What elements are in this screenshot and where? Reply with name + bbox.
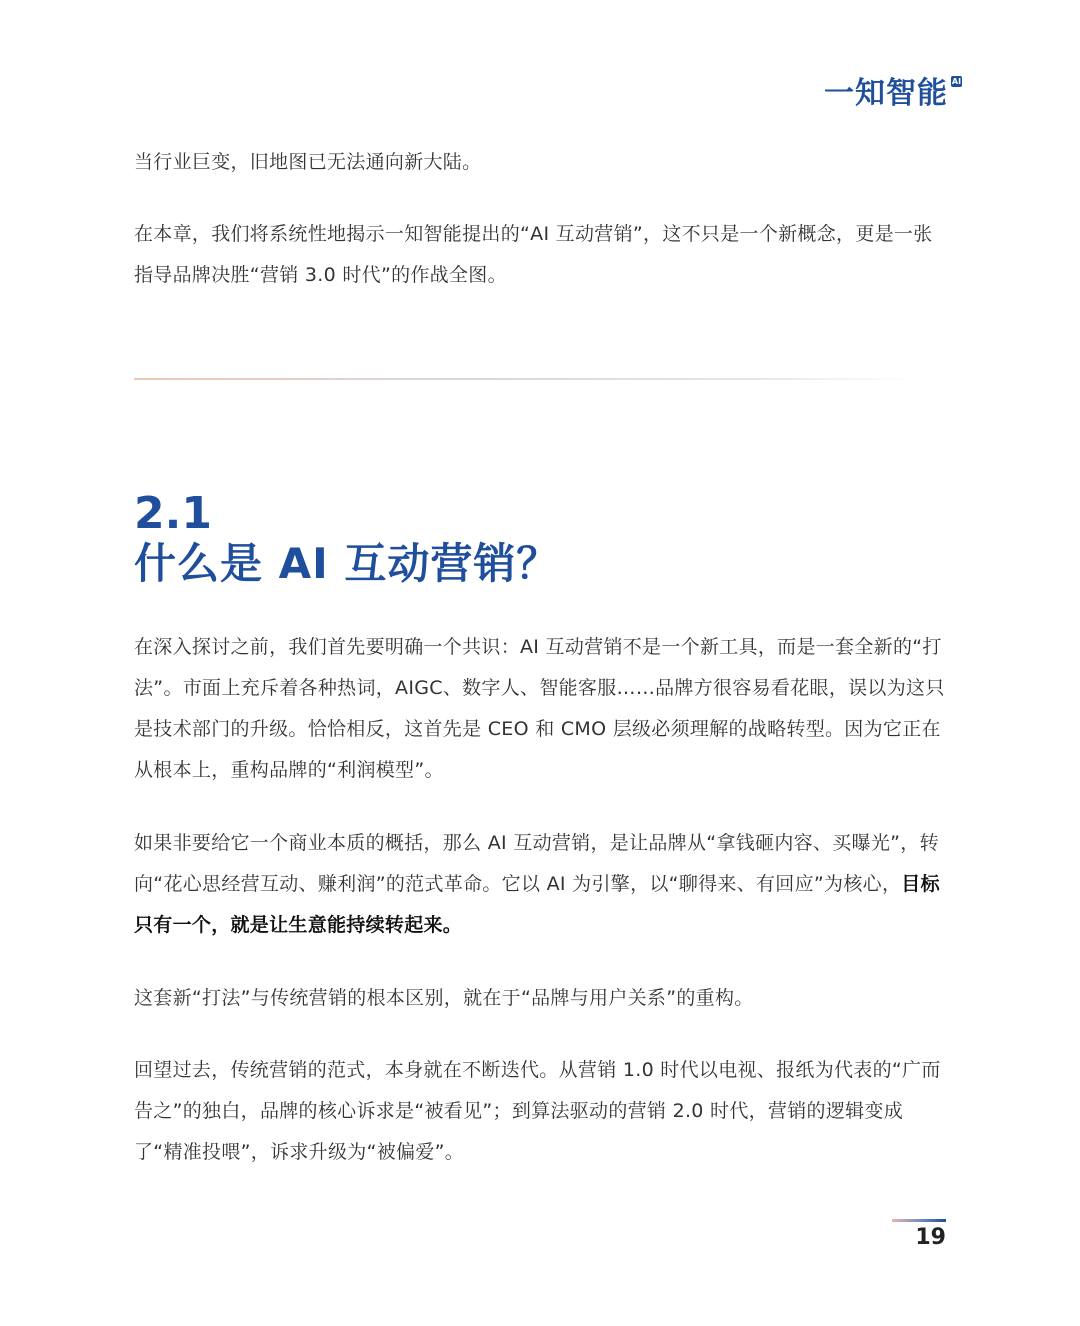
- section-divider: [134, 378, 914, 380]
- paragraph-text: 在深入探讨之前，我们首先要明确一个共识：AI 互动营销不是一个新工具，而是一套全新的“打法”。市面上充斥着各种热词，AIGC、数字人、智能客服……品牌方很容易看花眼，误以为这只是技术部门的升级。恰恰相反，这首先是 CEO 和 CMO 层级必须理解的战略转型。因为它正在从根本上，重构品牌的“利润模型”。: [134, 636, 945, 781]
- logo-mark-icon: AI: [951, 77, 962, 86]
- section-number: 2.1: [134, 488, 212, 539]
- page-number-accent: [892, 1219, 946, 1222]
- brand-logo: [824, 74, 962, 114]
- paragraph-text: 这套新“打法”与传统营销的根本区别，就在于“品牌与用户关系”的重构。: [134, 987, 754, 1009]
- intro-paragraph-2: [134, 214, 946, 296]
- section-title: 什么是 AI 互动营销？: [134, 539, 560, 588]
- page-number: 19: [915, 1225, 946, 1250]
- intro-line-2: 在本章，我们将系统性地揭示一知智能提出的“AI 互动营销”，这不只是一个新概念，更是一张指导品牌决胜“营销 3.0 时代”的作战全图。: [134, 223, 933, 286]
- paragraph-text-normal: 如果非要给它一个商业本质的概括，那么 AI 互动营销，是让品牌从“拿钱砸内容、买曝光”，转向“花心思经营互动、赚利润”的范式革命。它以 AI 为引擎，以“聊得来、有回应”为核心，: [134, 832, 939, 895]
- paragraph-text-bold: 目标只有一个，就是让生意能持续转起来。: [134, 873, 940, 936]
- body-paragraph-4: [134, 1050, 946, 1173]
- body-paragraph-2: [134, 823, 946, 946]
- logo-text: 一知智能: [824, 76, 948, 111]
- intro-line-1: 当行业巨变，旧地图已无法通向新大陆。: [134, 151, 482, 173]
- body-paragraph-3: [134, 978, 946, 1019]
- paragraph-text: 回望过去，传统营销的范式，本身就在不断迭代。从营销 1.0 时代以电视、报纸为代表的“广而告之”的独白，品牌的核心诉求是“被看见”；到算法驱动的营销 2.0 时代，营销的逻辑变成了“精准投喂”，诉求升级为“被偏爱”。: [134, 1059, 941, 1163]
- intro-paragraph-1: [134, 142, 946, 183]
- body-paragraph-1: [134, 627, 946, 791]
- paragraph-text: [134, 823, 946, 946]
